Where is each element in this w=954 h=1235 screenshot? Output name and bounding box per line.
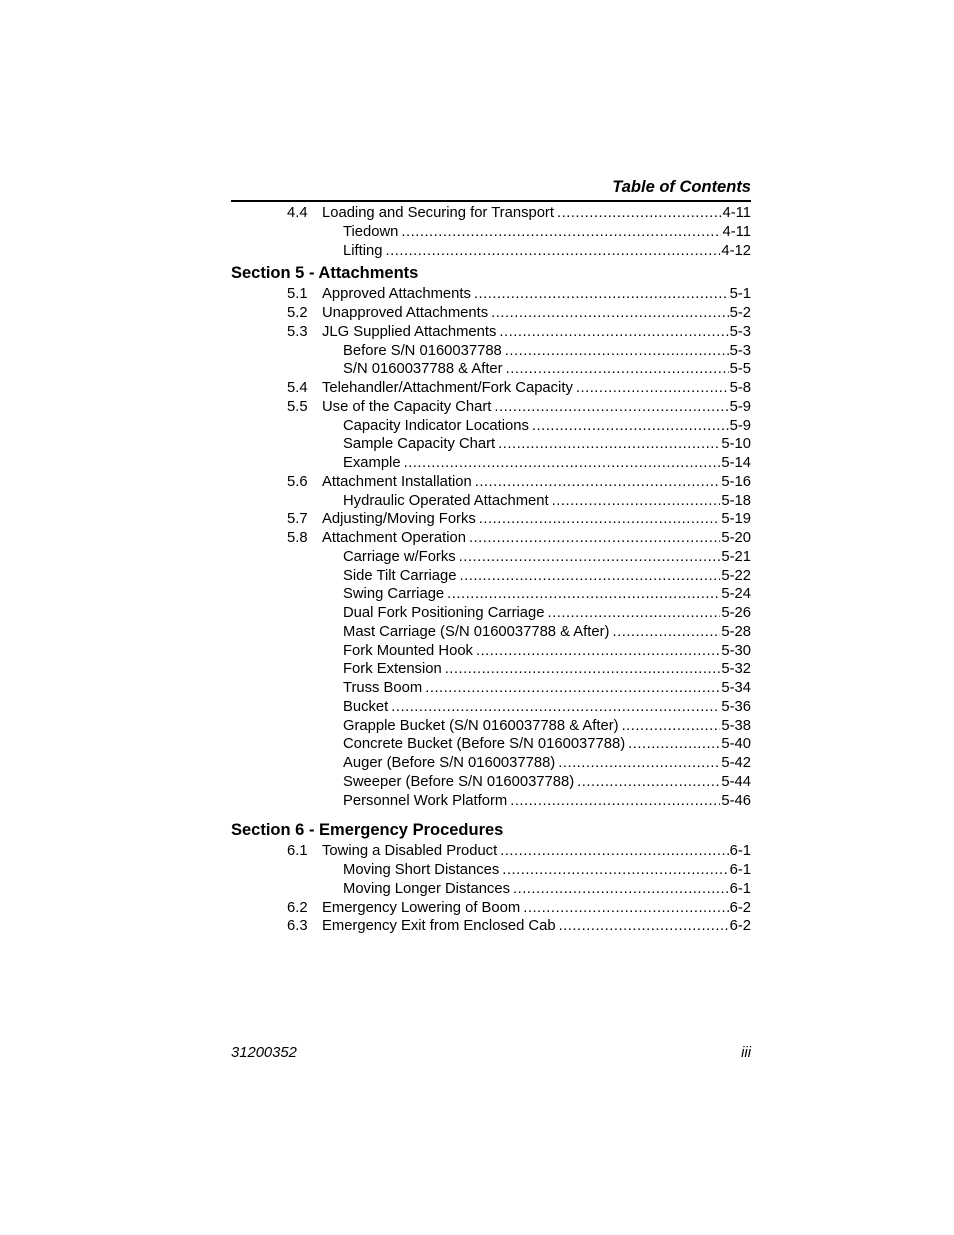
toc-dot-leader — [447, 585, 720, 604]
toc-entry-page: 5-19 — [721, 511, 751, 528]
toc-entry-title: Unapproved Attachments — [322, 304, 491, 323]
toc-entry — [231, 917, 751, 936]
toc-entry-line — [322, 899, 751, 918]
toc-entry-number: 5.2 — [287, 305, 308, 321]
toc-entry-line — [343, 435, 751, 454]
toc-entry-page: 5-3 — [729, 342, 751, 359]
toc-dot-leader — [510, 792, 720, 811]
toc-entry-title: Dual Fork Positioning Carriage — [343, 604, 548, 623]
toc-entry-title: Capacity Indicator Locations — [343, 417, 532, 436]
toc-entry-page: 6-2 — [729, 899, 751, 916]
toc-entry — [231, 510, 751, 529]
toc-entry — [231, 360, 751, 379]
toc-entry-title: Moving Short Distances — [343, 861, 502, 880]
toc-dot-leader — [479, 510, 721, 529]
toc-dot-leader — [469, 529, 720, 548]
toc-entry — [231, 473, 751, 492]
toc-group-5 — [231, 285, 751, 810]
toc-entry-line — [343, 242, 751, 261]
toc-entry — [231, 304, 751, 323]
toc-entry — [231, 223, 751, 242]
toc-entry — [231, 754, 751, 773]
toc-entry-page: 5-30 — [721, 642, 751, 659]
toc-entry-line — [322, 285, 751, 304]
toc-entry-title: Grapple Bucket (S/N 0160037788 & After) — [343, 717, 622, 736]
toc-group-6 — [231, 842, 751, 936]
toc-dot-leader — [445, 660, 721, 679]
toc-entry-page: 5-9 — [729, 417, 751, 434]
toc-entry-title: Emergency Lowering of Boom — [322, 899, 523, 918]
toc-entry-line — [343, 861, 751, 880]
toc-entry-line — [343, 717, 751, 736]
toc-entry-line — [343, 880, 751, 899]
toc-entry — [231, 323, 751, 342]
toc-entry-page: 5-10 — [721, 436, 751, 453]
toc-entry-title: Emergency Exit from Enclosed Cab — [322, 917, 559, 936]
toc-entry-page: 4-11 — [722, 205, 751, 221]
page-number: iii — [741, 1045, 751, 1061]
toc-entry-title: Attachment Installation — [322, 473, 475, 492]
toc-entry-title: Moving Longer Distances — [343, 880, 513, 899]
toc-entry-page: 5-38 — [721, 717, 751, 734]
toc-entry-line — [322, 323, 751, 342]
toc-entry-title: Towing a Disabled Product — [322, 842, 500, 861]
toc-entry-page: 5-32 — [721, 661, 751, 678]
toc-entry-page: 6-1 — [729, 880, 751, 897]
toc-entry-page: 5-1 — [729, 286, 751, 303]
toc-entry — [231, 454, 751, 473]
toc-entry-number: 6.2 — [287, 899, 308, 916]
toc-entry-page: 6-1 — [729, 843, 751, 860]
toc-entry — [231, 880, 751, 899]
toc-entry-page: 5-5 — [729, 361, 751, 378]
toc-entry-line — [322, 917, 751, 936]
section-6-heading: Section 6 - Emergency Procedures — [231, 821, 504, 840]
toc-entry-page: 5-3 — [729, 323, 751, 340]
toc-entry-number: 5.4 — [287, 380, 308, 396]
toc-entry-line — [343, 223, 751, 242]
toc-entry-title: Approved Attachments — [322, 285, 474, 304]
toc-entry-line — [343, 417, 751, 436]
toc-entry-line — [322, 842, 751, 861]
toc-entry — [231, 698, 751, 717]
toc-dot-leader — [577, 773, 720, 792]
toc-entry-line — [343, 773, 751, 792]
toc-entry-page: 4-11 — [722, 223, 751, 240]
toc-entry — [231, 492, 751, 511]
toc-entry-title: Carriage w/Forks — [343, 548, 459, 567]
toc-entry — [231, 379, 751, 398]
toc-entry-line — [343, 585, 751, 604]
toc-entry-page: 5-44 — [721, 773, 751, 790]
toc-entry — [231, 242, 751, 261]
toc-entry-line — [343, 660, 751, 679]
toc-dot-leader — [460, 567, 721, 586]
toc-entry — [231, 773, 751, 792]
toc-dot-leader — [612, 623, 720, 642]
toc-dot-leader — [475, 473, 721, 492]
toc-entry-title: Side Tilt Carriage — [343, 567, 460, 586]
toc-entry — [231, 585, 751, 604]
toc-entry-line — [343, 360, 751, 379]
toc-entry-page: 5-26 — [721, 605, 751, 621]
toc-entry-line — [343, 492, 751, 511]
toc-entry-line — [322, 304, 751, 323]
toc-entry-number: 5.1 — [287, 286, 308, 303]
toc-entry-title: Tiedown — [343, 223, 401, 242]
toc-entry-number: 5.6 — [287, 473, 308, 490]
toc-dot-leader — [404, 454, 721, 473]
toc-entry-line — [343, 342, 751, 361]
toc-dot-leader — [459, 548, 721, 567]
toc-entry-title: S/N 0160037788 & After — [343, 360, 506, 379]
toc-entry-number: 4.4 — [287, 205, 308, 221]
toc-entry-title: Adjusting/Moving Forks — [322, 510, 479, 529]
toc-entry-number: 5.5 — [287, 398, 308, 415]
toc-entry-title: Lifting — [343, 242, 386, 261]
toc-dot-leader — [498, 435, 720, 454]
toc-entry-page: 5-14 — [721, 455, 751, 471]
toc-entry-title: Example — [343, 454, 404, 473]
toc-entry-title: Fork Extension — [343, 660, 445, 679]
toc-entry-line — [322, 510, 751, 529]
toc-entry-line — [343, 698, 751, 717]
toc-entry-page: 5-22 — [721, 567, 751, 584]
toc-entry-page: 5-21 — [721, 548, 751, 565]
toc-entry — [231, 899, 751, 918]
toc-entry-title: Attachment Operation — [322, 529, 469, 548]
toc-entry-number: 6.1 — [287, 843, 308, 860]
toc-entry-title: Mast Carriage (S/N 0160037788 & After) — [343, 623, 612, 642]
toc-entry-title: Sweeper (Before S/N 0160037788) — [343, 773, 577, 792]
toc-dot-leader — [386, 242, 721, 261]
toc-entry — [231, 623, 751, 642]
toc-entry-title: Use of the Capacity Chart — [322, 398, 494, 417]
toc-dot-leader — [557, 204, 722, 223]
section-5-heading: Section 5 - Attachments — [231, 264, 419, 283]
toc-entry — [231, 285, 751, 304]
toc-entry-number: 6.3 — [287, 918, 308, 935]
toc-dot-leader — [391, 698, 720, 717]
toc-dot-leader — [499, 323, 728, 342]
toc-entry — [231, 717, 751, 736]
toc-entry-title: Personnel Work Platform — [343, 792, 510, 811]
toc-dot-leader — [576, 379, 729, 398]
toc-entry-page: 5-36 — [721, 698, 751, 715]
toc-entry — [231, 567, 751, 586]
toc-entry-title: Hydraulic Operated Attachment — [343, 492, 552, 511]
page-header-title: Table of Contents — [612, 178, 751, 196]
toc-entry-title: Telehandler/Attachment/Fork Capacity — [322, 379, 576, 398]
toc-entry — [231, 435, 751, 454]
toc-dot-leader — [476, 642, 720, 661]
toc-dot-leader — [628, 735, 720, 754]
toc-entry — [231, 642, 751, 661]
toc-entry-line — [343, 548, 751, 567]
toc-dot-leader — [474, 285, 729, 304]
toc-entry-line — [322, 473, 751, 492]
toc-entry-page: 5-16 — [721, 473, 751, 490]
toc-entry-page: 5-8 — [729, 380, 751, 396]
toc-entry — [231, 204, 751, 223]
toc-entry-line — [343, 604, 751, 623]
toc-entry-page: 5-28 — [721, 623, 751, 640]
toc-entry-page: 5-9 — [729, 398, 751, 415]
toc-dot-leader — [622, 717, 721, 736]
header-rule — [231, 200, 751, 202]
toc-entry-title: Fork Mounted Hook — [343, 642, 476, 661]
toc-entry-line — [343, 792, 751, 811]
toc-dot-leader — [523, 899, 728, 918]
toc-entry-page: 5-42 — [721, 755, 751, 771]
toc-entry-line — [322, 379, 751, 398]
toc-entry — [231, 842, 751, 861]
toc-entry-title: Loading and Securing for Transport — [322, 204, 557, 223]
toc-entry-line — [322, 529, 751, 548]
toc-group-4 — [231, 204, 751, 260]
toc-entry-line — [322, 398, 751, 417]
toc-entry-page: 6-2 — [729, 918, 751, 935]
toc-dot-leader — [401, 223, 721, 242]
toc-dot-leader — [558, 754, 720, 773]
toc-dot-leader — [548, 604, 721, 623]
toc-dot-leader — [513, 880, 729, 899]
toc-entry — [231, 548, 751, 567]
toc-entry-page: 5-20 — [721, 530, 751, 546]
toc-entry-page: 5-2 — [729, 305, 751, 321]
toc-entry-title: Sample Capacity Chart — [343, 435, 498, 454]
toc-dot-leader — [491, 304, 728, 323]
toc-dot-leader — [532, 417, 729, 436]
toc-entry-line — [343, 754, 751, 773]
toc-entry-title: Swing Carriage — [343, 585, 447, 604]
toc-entry-title: Concrete Bucket (Before S/N 0160037788) — [343, 735, 628, 754]
toc-entry — [231, 735, 751, 754]
toc-entry-page: 5-46 — [721, 792, 751, 809]
toc-dot-leader — [494, 398, 728, 417]
document-number: 31200352 — [231, 1045, 297, 1061]
toc-entry — [231, 861, 751, 880]
toc-entry-title: Auger (Before S/N 0160037788) — [343, 754, 558, 773]
toc-entry-number: 5.7 — [287, 511, 308, 528]
toc-entry-line — [322, 204, 751, 223]
toc-entry — [231, 529, 751, 548]
toc-entry-page: 4-12 — [721, 242, 751, 259]
toc-dot-leader — [425, 679, 720, 698]
toc-entry-line — [343, 567, 751, 586]
toc-entry — [231, 398, 751, 417]
toc-entry-title: Bucket — [343, 698, 391, 717]
toc-dot-leader — [552, 492, 721, 511]
toc-entry-number: 5.8 — [287, 530, 308, 546]
toc-dot-leader — [559, 917, 729, 936]
toc-entry-line — [343, 735, 751, 754]
toc-entry-line — [343, 679, 751, 698]
toc-entry-page: 5-34 — [721, 680, 751, 696]
toc-entry-title: Truss Boom — [343, 679, 425, 698]
toc-dot-leader — [502, 861, 728, 880]
toc-entry-line — [343, 642, 751, 661]
toc-entry — [231, 417, 751, 436]
toc-entry-page: 6-1 — [729, 862, 751, 878]
toc-entry-line — [343, 623, 751, 642]
toc-entry-title: JLG Supplied Attachments — [322, 323, 499, 342]
toc-entry — [231, 792, 751, 811]
toc-entry-number: 5.3 — [287, 323, 308, 340]
toc-entry-page: 5-40 — [721, 736, 751, 753]
toc-dot-leader — [500, 842, 728, 861]
toc-entry-page: 5-24 — [721, 586, 751, 603]
toc-entry — [231, 660, 751, 679]
toc-entry — [231, 679, 751, 698]
toc-entry — [231, 342, 751, 361]
toc-dot-leader — [505, 342, 729, 361]
toc-entry-title: Before S/N 0160037788 — [343, 342, 505, 361]
toc-entry — [231, 604, 751, 623]
toc-entry-page: 5-18 — [721, 492, 751, 509]
toc-dot-leader — [506, 360, 729, 379]
page-footer — [231, 1043, 751, 1063]
table-of-contents — [231, 204, 751, 936]
toc-entry-line — [343, 454, 751, 473]
